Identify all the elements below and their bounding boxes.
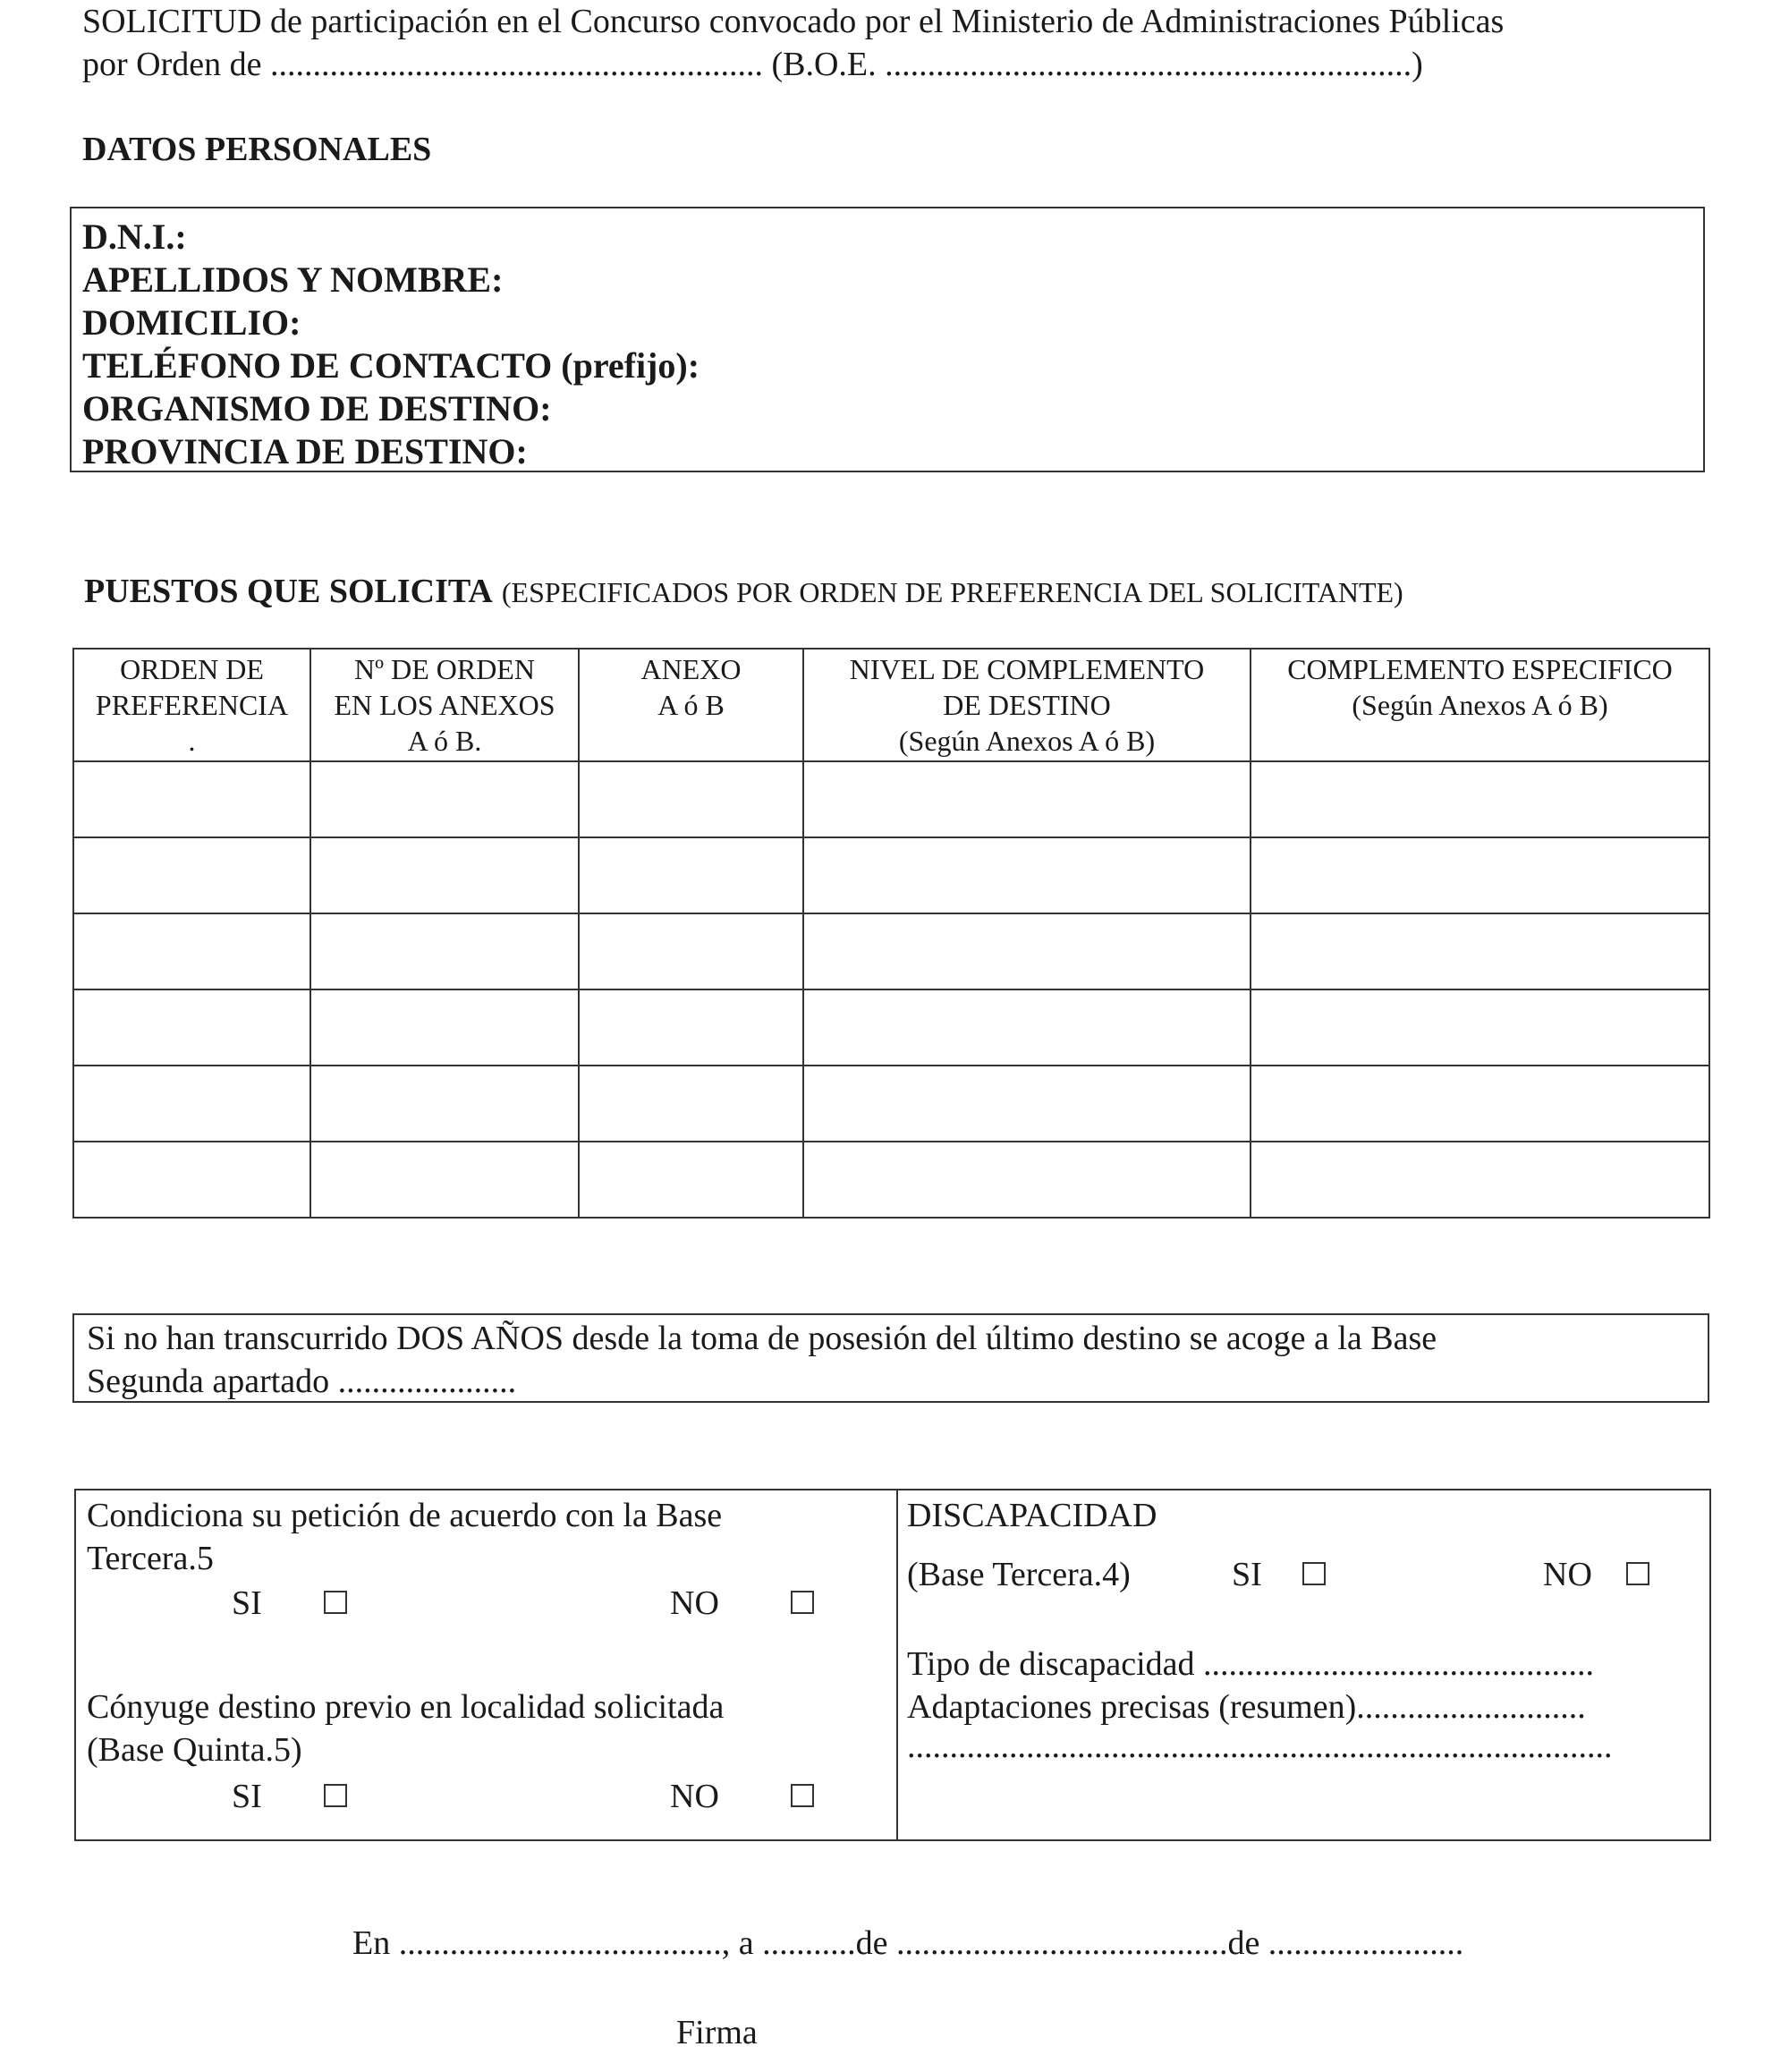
table-cell[interactable] bbox=[1251, 837, 1709, 913]
datos-personales-heading: DATOS PERSONALES bbox=[82, 131, 432, 168]
tipo-discapacidad-field[interactable]: Tipo de discapacidad .............................................. bbox=[907, 1645, 1595, 1683]
col-header-nivel-complemento: NIVEL DE COMPLEMENTO DE DESTINO (Según Anexos A ó B) bbox=[803, 649, 1251, 761]
table-cell[interactable] bbox=[1251, 913, 1709, 989]
table-cell[interactable] bbox=[579, 1142, 803, 1218]
telefono-field-label[interactable]: TELÉFONO DE CONTACTO (prefijo): bbox=[82, 345, 700, 386]
table-cell[interactable] bbox=[803, 1142, 1251, 1218]
intro-text bbox=[82, 0, 1504, 86]
conyuge-line-1: Cónyuge destino previo en localidad solicitada bbox=[87, 1688, 725, 1726]
table-cell[interactable] bbox=[73, 913, 310, 989]
table-row bbox=[73, 913, 1709, 989]
boe-label: (B.O.E. bbox=[771, 46, 877, 83]
table-cell[interactable] bbox=[803, 989, 1251, 1066]
puestos-table bbox=[72, 648, 1710, 1219]
puestos-subtitle: (ESPECIFICADOS POR ORDEN DE PREFERENCIA DEL SOLICITANTE) bbox=[501, 576, 1403, 608]
table-header-row bbox=[73, 649, 1709, 761]
discapacidad-no-label: NO bbox=[1543, 1556, 1592, 1593]
table-cell[interactable] bbox=[579, 837, 803, 913]
table-cell[interactable] bbox=[1251, 989, 1709, 1066]
condiciona-si-label: SI bbox=[232, 1584, 262, 1622]
table-cell[interactable] bbox=[310, 913, 579, 989]
table-cell[interactable] bbox=[803, 761, 1251, 837]
table-cell[interactable] bbox=[579, 761, 803, 837]
table-cell[interactable] bbox=[73, 837, 310, 913]
table-cell[interactable] bbox=[310, 761, 579, 837]
puestos-title: PUESTOS QUE SOLICITA bbox=[84, 573, 493, 610]
base-segunda-line-1: Si no han transcurrido DOS AÑOS desde la toma de posesión del último destino se acoge a la Base bbox=[87, 1320, 1437, 1357]
table-cell[interactable] bbox=[73, 761, 310, 837]
discapacidad-no-checkbox[interactable] bbox=[1626, 1562, 1649, 1585]
discapacidad-si-checkbox[interactable] bbox=[1302, 1562, 1326, 1585]
adaptaciones-field[interactable]: Adaptaciones precisas (resumen)........................... bbox=[907, 1688, 1586, 1726]
base-segunda-box bbox=[72, 1313, 1709, 1403]
table-row bbox=[73, 1066, 1709, 1142]
table-row bbox=[73, 989, 1709, 1066]
organismo-field-label[interactable]: ORGANISMO DE DESTINO: bbox=[82, 388, 552, 429]
table-cell[interactable] bbox=[1251, 761, 1709, 837]
conyuge-si-checkbox[interactable] bbox=[324, 1784, 347, 1807]
table-cell[interactable] bbox=[803, 837, 1251, 913]
table-cell[interactable] bbox=[1251, 1142, 1709, 1218]
table-cell[interactable] bbox=[310, 1066, 579, 1142]
intro-line-1: SOLICITUD de participación en el Concurso convocado por el Ministerio de Administraciones Públicas bbox=[82, 3, 1505, 40]
personal-data-box bbox=[70, 207, 1705, 472]
boe-close: ) bbox=[1412, 46, 1423, 83]
table-row bbox=[73, 837, 1709, 913]
base-segunda-line-2[interactable]: Segunda apartado ..................... bbox=[87, 1363, 517, 1400]
conyuge-line-2: (Base Quinta.5) bbox=[87, 1731, 302, 1769]
adaptaciones-extra-line[interactable]: ................................................................................... bbox=[907, 1728, 1613, 1765]
conditions-box bbox=[74, 1489, 1711, 1841]
col-header-complemento-especifico: COMPLEMENTO ESPECIFICO (Según Anexos A ó B) bbox=[1251, 649, 1709, 761]
table-cell[interactable] bbox=[310, 989, 579, 1066]
discapacidad-base: (Base Tercera.4) bbox=[907, 1556, 1131, 1593]
discapacidad-panel bbox=[898, 1490, 1709, 1839]
conyuge-no-checkbox[interactable] bbox=[791, 1784, 814, 1807]
table-cell[interactable] bbox=[1251, 1066, 1709, 1142]
provincia-field-label[interactable]: PROVINCIA DE DESTINO: bbox=[82, 431, 528, 471]
conyuge-no-label: NO bbox=[670, 1778, 719, 1815]
col-header-numero-orden: Nº DE ORDEN EN LOS ANEXOS A ó B. bbox=[310, 649, 579, 761]
table-row bbox=[73, 761, 1709, 837]
orden-label: por Orden de bbox=[82, 46, 262, 83]
condiciona-no-label: NO bbox=[670, 1584, 719, 1622]
condiciona-panel bbox=[76, 1490, 898, 1839]
condiciona-line-2: Tercera.5 bbox=[87, 1540, 214, 1577]
table-cell[interactable] bbox=[73, 989, 310, 1066]
discapacidad-title: DISCAPACIDAD bbox=[907, 1497, 1157, 1534]
table-row bbox=[73, 1142, 1709, 1218]
apellidos-nombre-field-label[interactable]: APELLIDOS Y NOMBRE: bbox=[82, 259, 504, 300]
col-header-anexo: ANEXO A ó B bbox=[579, 649, 803, 761]
discapacidad-si-label: SI bbox=[1232, 1556, 1262, 1593]
table-cell[interactable] bbox=[579, 913, 803, 989]
boe-dots[interactable]: .............................................................. bbox=[885, 46, 1412, 83]
table-cell[interactable] bbox=[579, 989, 803, 1066]
intro-line-2 bbox=[82, 43, 1504, 86]
table-cell[interactable] bbox=[803, 913, 1251, 989]
domicilio-field-label[interactable]: DOMICILIO: bbox=[82, 302, 301, 343]
conyuge-si-label: SI bbox=[232, 1778, 262, 1815]
firma-label: Firma bbox=[676, 2014, 758, 2051]
place-date-line[interactable]: En ......................................, a ...........de .......................................de ....................... bbox=[352, 1924, 1464, 1962]
table-cell[interactable] bbox=[579, 1066, 803, 1142]
condiciona-no-checkbox[interactable] bbox=[791, 1591, 814, 1614]
puestos-heading bbox=[84, 569, 1403, 611]
table-cell[interactable] bbox=[73, 1066, 310, 1142]
table-cell[interactable] bbox=[310, 837, 579, 913]
condiciona-si-checkbox[interactable] bbox=[324, 1591, 347, 1614]
table-cell[interactable] bbox=[310, 1142, 579, 1218]
table-cell[interactable] bbox=[803, 1066, 1251, 1142]
col-header-orden-preferencia: ORDEN DE PREFERENCIA . bbox=[73, 649, 310, 761]
condiciona-line-1: Condiciona su petición de acuerdo con la Base bbox=[87, 1497, 723, 1534]
table-cell[interactable] bbox=[73, 1142, 310, 1218]
dni-field-label[interactable]: D.N.I.: bbox=[82, 217, 187, 257]
orden-dots[interactable]: .......................................................... bbox=[269, 46, 763, 83]
